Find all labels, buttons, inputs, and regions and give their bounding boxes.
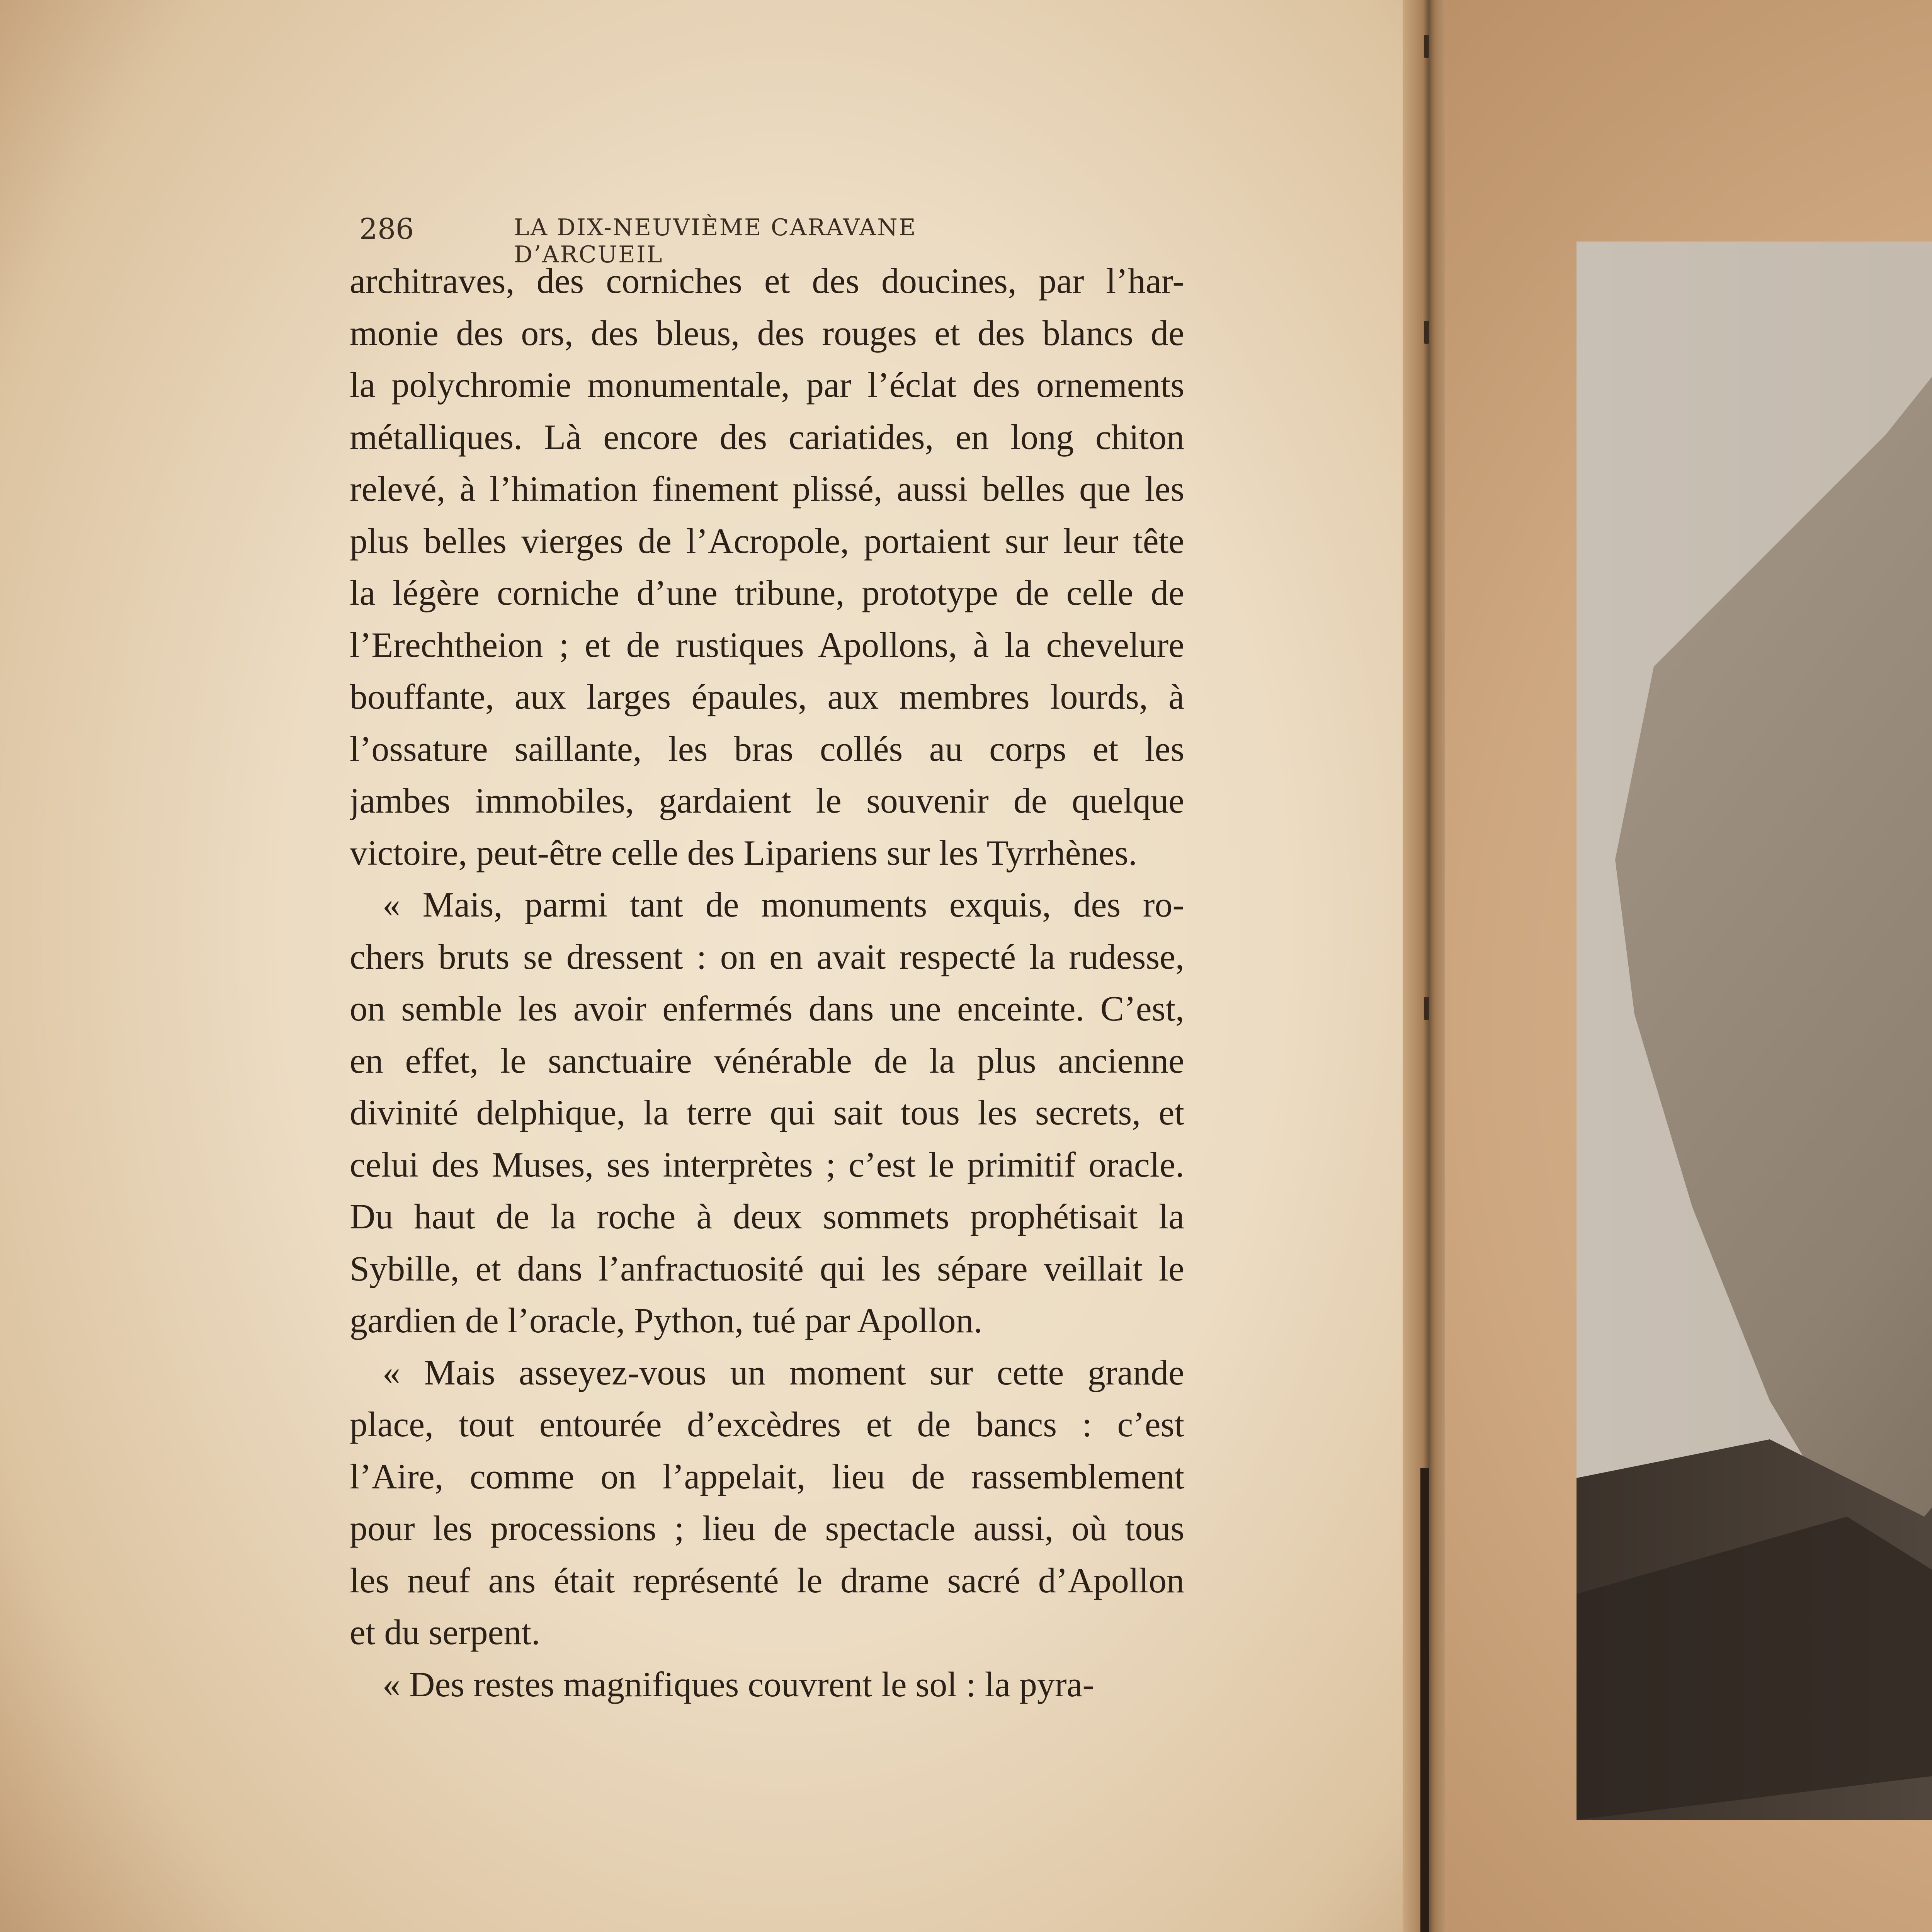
text-line: « Des restes magnifiques couvrent le sol : la pyra- [383,1664,1095,1704]
text-line: architraves, des corniches et des doucines, par l’har- [350,261,1184,301]
paragraph [350,879,1184,1347]
text-line: métalliques. Là encore des cariatides, en long chiton [350,417,1184,457]
text-line: gardien de l’oracle, Python, tué par Apollon. [350,1301,983,1340]
photograph-delphi-sacred-way [1577,242,1932,1820]
text-line: en effet, le sanctuaire vénérable de la plus ancienne [350,1041,1184,1080]
text-line: on semble les avoir enfermés dans une enceinte. C’est, [350,989,1184,1028]
paragraph [350,255,1184,879]
text-line: relevé, à l’himation finement plissé, aussi belles que les [350,469,1184,509]
binding-thread [1424,321,1429,344]
body-text [350,255,1184,1710]
text-line: « Mais asseyez-vous un moment sur cette grande [383,1352,1184,1392]
paragraph [350,1658,1184,1711]
text-line: les neuf ans était représenté le drame sacré d’Apollon [350,1560,1184,1600]
text-line: monie des ors, des bleus, des rouges et des blancs de [350,313,1184,353]
binding-thread [1424,35,1429,58]
running-head: LA DIX-NEUVIÈME CARAVANE D’ARCUEIL [514,214,917,268]
text-line: « Mais, parmi tant de monuments exquis, des ro- [383,885,1184,924]
text-line: l’Aire, comme on l’appelait, lieu de rassemblement [350,1456,1184,1496]
text-line: Sybille, et dans l’anfractuosité qui les sépare veillait le [350,1248,1184,1288]
text-line: plus belles vierges de l’Acropole, portaient sur leur tête [350,521,1184,561]
text-line: jambes immobiles, gardaient le souvenir de quelque [350,781,1184,820]
text-line: pour les processions ; lieu de spectacle aussi, où tous [350,1509,1184,1548]
text-line: chers bruts se dressent : on en avait respecté la rudesse, [350,937,1184,976]
text-line: et du serpent. [350,1612,541,1652]
right-page [1445,0,1932,1932]
landscape-photo [1577,242,1932,1820]
text-line: la polychromie monumentale, par l’éclat des ornements [350,365,1184,405]
spine-shadow [1420,1468,1429,1932]
text-line: bouffante, aux larges épaules, aux membres lourds, à [350,677,1184,716]
text-line: l’Erechtheion ; et de rustiques Apollons, à la chevelure [350,625,1184,665]
binding-thread [1424,997,1429,1020]
page-header [359,209,1055,268]
paragraph [350,1347,1184,1658]
text-line: celui des Muses, ses interprètes ; c’est le primitif oracle. [350,1145,1184,1184]
text-line: divinité delphique, la terre qui sait tous les secrets, et [350,1093,1184,1132]
text-line: l’ossature saillante, les bras collés au corps et les [350,729,1184,769]
text-line: la légère corniche d’une tribune, prototype de celle de [350,573,1184,612]
text-line: Du haut de la roche à deux sommets prophétisait la [350,1197,1184,1236]
text-line: victoire, peut-être celle des Lipariens sur les Tyrrhènes. [350,833,1138,872]
text-line: place, tout entourée d’excèdres et de bancs : c’est [350,1405,1184,1444]
page-number: 286 [359,213,414,246]
